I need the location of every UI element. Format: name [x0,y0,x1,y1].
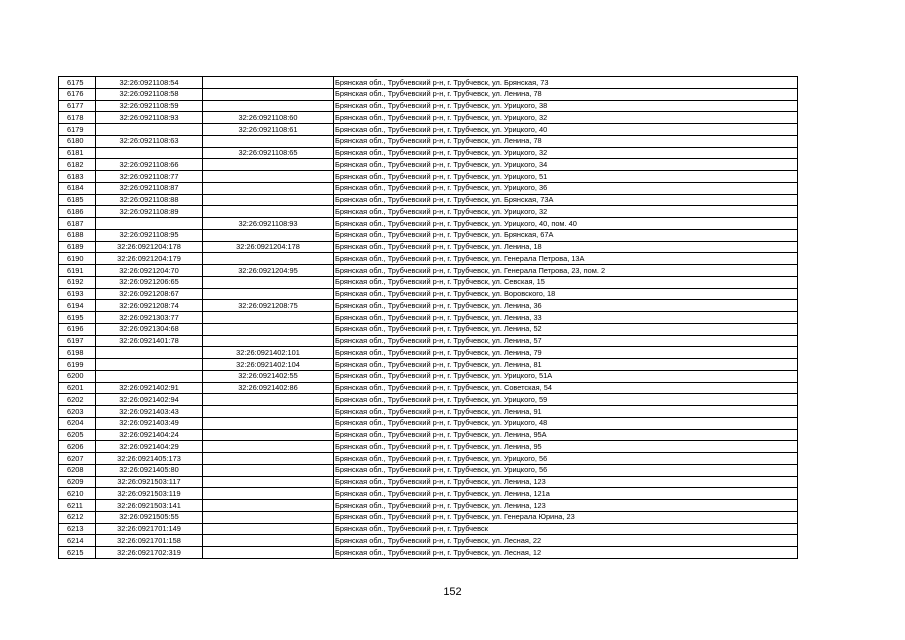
table-row [59,218,798,230]
address-cell: Брянская обл., Трубчевский р-н, г. Трубчевск, ул. Ленина, 52 [334,323,798,335]
address-cell: Брянская обл., Трубчевский р-н, г. Трубчевск, ул. Урицкого, 32 [334,112,798,124]
table-row [59,464,798,476]
cadastral-number-cell: 32:26:0921208:74 [96,300,203,312]
related-cadastral-number-cell: 32:26:0921108:61 [203,124,334,136]
table-row [59,135,798,147]
related-cadastral-number-cell [203,535,334,547]
row-number-cell: 6204 [59,417,96,429]
row-number-cell: 6195 [59,312,96,324]
row-number-cell: 6201 [59,382,96,394]
table-row [59,276,798,288]
table-row [59,147,798,159]
cadastral-number-cell: 32:26:0921503:141 [96,500,203,512]
address-cell: Брянская обл., Трубчевский р-н, г. Трубчевск, ул. Ленина, 78 [334,135,798,147]
related-cadastral-number-cell [203,182,334,194]
table-row [59,500,798,512]
address-cell: Брянская обл., Трубчевский р-н, г. Трубчевск, ул. Урицкого, 32 [334,147,798,159]
table-row [59,370,798,382]
cadastral-number-cell: 32:26:0921208:67 [96,288,203,300]
related-cadastral-number-cell [203,88,334,100]
cadastral-number-cell [96,147,203,159]
table-row [59,77,798,89]
related-cadastral-number-cell: 32:26:0921108:60 [203,112,334,124]
table-row [59,359,798,371]
related-cadastral-number-cell [203,500,334,512]
address-cell: Брянская обл., Трубчевский р-н, г. Трубчевск [334,523,798,535]
address-cell: Брянская обл., Трубчевский р-н, г. Трубчевск, ул. Ленина, 95А [334,429,798,441]
row-number-cell: 6186 [59,206,96,218]
row-number-cell: 6180 [59,135,96,147]
row-number-cell: 6210 [59,488,96,500]
cadastral-number-cell: 32:26:0921403:49 [96,417,203,429]
address-cell: Брянская обл., Трубчевский р-н, г. Трубчевск, ул. Урицкого, 40, пом. 40 [334,218,798,230]
row-number-cell: 6199 [59,359,96,371]
related-cadastral-number-cell [203,194,334,206]
table-row [59,159,798,171]
address-cell: Брянская обл., Трубчевский р-н, г. Трубчевск, ул. Урицкого, 56 [334,464,798,476]
related-cadastral-number-cell: 32:26:0921204:95 [203,265,334,277]
cadastral-number-cell: 32:26:0921206:65 [96,276,203,288]
cadastral-number-cell: 32:26:0921108:66 [96,159,203,171]
address-cell: Брянская обл., Трубчевский р-н, г. Трубчевск, ул. Ленина, 81 [334,359,798,371]
related-cadastral-number-cell [203,394,334,406]
row-number-cell: 6177 [59,100,96,112]
cadastral-number-cell: 32:26:0921108:63 [96,135,203,147]
address-cell: Брянская обл., Трубчевский р-н, г. Трубчевск, ул. Ленина, 36 [334,300,798,312]
related-cadastral-number-cell: 32:26:0921402:104 [203,359,334,371]
table-row [59,523,798,535]
related-cadastral-number-cell [203,547,334,559]
table-row [59,511,798,523]
table-row [59,194,798,206]
row-number-cell: 6212 [59,511,96,523]
row-number-cell: 6194 [59,300,96,312]
row-number-cell: 6198 [59,347,96,359]
table-row [59,241,798,253]
table-row [59,335,798,347]
related-cadastral-number-cell [203,135,334,147]
row-number-cell: 6181 [59,147,96,159]
address-cell: Брянская обл., Трубчевский р-н, г. Трубчевск, ул. Брянская, 73А [334,194,798,206]
address-cell: Брянская обл., Трубчевский р-н, г. Трубчевск, ул. Севская, 15 [334,276,798,288]
related-cadastral-number-cell [203,323,334,335]
related-cadastral-number-cell [203,453,334,465]
address-cell: Брянская обл., Трубчевский р-н, г. Трубчевск, ул. Ленина, 123 [334,476,798,488]
address-cell: Брянская обл., Трубчевский р-н, г. Трубчевск, ул. Урицкого, 51А [334,370,798,382]
cadastral-number-cell: 32:26:0921108:88 [96,194,203,206]
row-number-cell: 6203 [59,406,96,418]
cadastral-number-cell: 32:26:0921503:117 [96,476,203,488]
cadastral-number-cell: 32:26:0921108:89 [96,206,203,218]
related-cadastral-number-cell [203,276,334,288]
table-row [59,382,798,394]
row-number-cell: 6192 [59,276,96,288]
related-cadastral-number-cell: 32:26:0921402:55 [203,370,334,382]
table-row [59,112,798,124]
address-cell: Брянская обл., Трубчевский р-н, г. Трубчевск, ул. Урицкого, 59 [334,394,798,406]
related-cadastral-number-cell: 32:26:0921108:65 [203,147,334,159]
row-number-cell: 6196 [59,323,96,335]
cadastral-number-cell: 32:26:0921405:80 [96,464,203,476]
row-number-cell: 6179 [59,124,96,136]
cadastral-number-cell: 32:26:0921503:119 [96,488,203,500]
related-cadastral-number-cell [203,335,334,347]
related-cadastral-number-cell [203,441,334,453]
row-number-cell: 6185 [59,194,96,206]
row-number-cell: 6190 [59,253,96,265]
cadastral-number-cell [96,347,203,359]
table-row [59,417,798,429]
cadastral-number-cell: 32:26:0921108:54 [96,77,203,89]
table-row [59,441,798,453]
cadastral-number-cell: 32:26:0921204:178 [96,241,203,253]
table-row [59,206,798,218]
cadastral-number-cell: 32:26:0921405:173 [96,453,203,465]
cadastral-number-cell: 32:26:0921701:158 [96,535,203,547]
table-row [59,535,798,547]
row-number-cell: 6211 [59,500,96,512]
related-cadastral-number-cell [203,229,334,241]
table-row [59,406,798,418]
related-cadastral-number-cell [203,476,334,488]
table-row [59,453,798,465]
table-row [59,394,798,406]
table-row [59,265,798,277]
related-cadastral-number-cell: 32:26:0921402:101 [203,347,334,359]
row-number-cell: 6176 [59,88,96,100]
cadastral-number-cell: 32:26:0921402:91 [96,382,203,394]
row-number-cell: 6207 [59,453,96,465]
table-row [59,288,798,300]
address-cell: Брянская обл., Трубчевский р-н, г. Трубчевск, ул. Урицкого, 51 [334,171,798,183]
address-cell: Брянская обл., Трубчевский р-н, г. Трубчевск, ул. Урицкого, 40 [334,124,798,136]
cadastral-number-cell: 32:26:0921402:94 [96,394,203,406]
address-cell: Брянская обл., Трубчевский р-н, г. Трубчевск, ул. Урицкого, 32 [334,206,798,218]
related-cadastral-number-cell [203,100,334,112]
related-cadastral-number-cell [203,253,334,265]
table-row [59,312,798,324]
address-cell: Брянская обл., Трубчевский р-н, г. Трубчевск, ул. Ленина, 95 [334,441,798,453]
related-cadastral-number-cell [203,206,334,218]
row-number-cell: 6193 [59,288,96,300]
address-cell: Брянская обл., Трубчевский р-н, г. Трубчевск, ул. Генерала Петрова, 13А [334,253,798,265]
table-row [59,88,798,100]
table-row [59,300,798,312]
cadastral-number-cell [96,218,203,230]
row-number-cell: 6206 [59,441,96,453]
related-cadastral-number-cell: 32:26:0921402:86 [203,382,334,394]
row-number-cell: 6197 [59,335,96,347]
related-cadastral-number-cell [203,312,334,324]
address-cell: Брянская обл., Трубчевский р-н, г. Трубчевск, ул. Урицкого, 48 [334,417,798,429]
row-number-cell: 6183 [59,171,96,183]
row-number-cell: 6182 [59,159,96,171]
row-number-cell: 6213 [59,523,96,535]
table-row [59,488,798,500]
address-cell: Брянская обл., Трубчевский р-н, г. Трубчевск, ул. Урицкого, 36 [334,182,798,194]
address-cell: Брянская обл., Трубчевский р-н, г. Трубчевск, ул. Ленина, 33 [334,312,798,324]
row-number-cell: 6214 [59,535,96,547]
address-cell: Брянская обл., Трубчевский р-н, г. Трубчевск, ул. Советская, 54 [334,382,798,394]
cadastral-number-cell: 32:26:0921108:77 [96,171,203,183]
related-cadastral-number-cell: 32:26:0921204:178 [203,241,334,253]
cadastral-number-cell: 32:26:0921108:87 [96,182,203,194]
address-cell: Брянская обл., Трубчевский р-н, г. Трубчевск, ул. Урицкого, 34 [334,159,798,171]
cadastral-number-cell: 32:26:0921108:95 [96,229,203,241]
cadastral-number-cell: 32:26:0921404:24 [96,429,203,441]
table-row [59,171,798,183]
table-row [59,253,798,265]
table-row [59,323,798,335]
related-cadastral-number-cell [203,417,334,429]
related-cadastral-number-cell [203,159,334,171]
address-cell: Брянская обл., Трубчевский р-н, г. Трубчевск, ул. Ленина, 79 [334,347,798,359]
related-cadastral-number-cell [203,488,334,500]
address-cell: Брянская обл., Трубчевский р-н, г. Трубчевск, ул. Генерала Юрина, 23 [334,511,798,523]
registry-table [58,76,798,559]
cadastral-number-cell: 32:26:0921403:43 [96,406,203,418]
cadastral-number-cell [96,124,203,136]
related-cadastral-number-cell [203,429,334,441]
related-cadastral-number-cell [203,523,334,535]
address-cell: Брянская обл., Трубчевский р-н, г. Трубчевск, ул. Генерала Петрова, 23, пом. 2 [334,265,798,277]
row-number-cell: 6200 [59,370,96,382]
table-row [59,547,798,559]
row-number-cell: 6184 [59,182,96,194]
address-cell: Брянская обл., Трубчевский р-н, г. Трубчевск, ул. Урицкого, 56 [334,453,798,465]
related-cadastral-number-cell [203,464,334,476]
related-cadastral-number-cell [203,511,334,523]
table-row [59,229,798,241]
cadastral-number-cell: 32:26:0921505:55 [96,511,203,523]
cadastral-number-cell: 32:26:0921204:179 [96,253,203,265]
table-row [59,476,798,488]
table-row [59,347,798,359]
related-cadastral-number-cell [203,171,334,183]
row-number-cell: 6178 [59,112,96,124]
row-number-cell: 6208 [59,464,96,476]
address-cell: Брянская обл., Трубчевский р-н, г. Трубчевск, ул. Ленина, 18 [334,241,798,253]
row-number-cell: 6209 [59,476,96,488]
cadastral-number-cell: 32:26:0921404:29 [96,441,203,453]
related-cadastral-number-cell [203,288,334,300]
row-number-cell: 6205 [59,429,96,441]
cadastral-number-cell: 32:26:0921701:149 [96,523,203,535]
cadastral-number-cell: 32:26:0921401:78 [96,335,203,347]
address-cell: Брянская обл., Трубчевский р-н, г. Трубчевск, ул. Ленина, 78 [334,88,798,100]
address-cell: Брянская обл., Трубчевский р-н, г. Трубчевск, ул. Воровского, 18 [334,288,798,300]
address-cell: Брянская обл., Трубчевский р-н, г. Трубчевск, ул. Урицкого, 38 [334,100,798,112]
cadastral-number-cell: 32:26:0921108:59 [96,100,203,112]
cadastral-number-cell [96,370,203,382]
address-cell: Брянская обл., Трубчевский р-н, г. Трубчевск, ул. Ленина, 57 [334,335,798,347]
cadastral-number-cell: 32:26:0921204:70 [96,265,203,277]
cadastral-number-cell: 32:26:0921108:58 [96,88,203,100]
row-number-cell: 6202 [59,394,96,406]
table-row [59,429,798,441]
cadastral-number-cell: 32:26:0921108:93 [96,112,203,124]
cadastral-number-cell: 32:26:0921702:319 [96,547,203,559]
table-row [59,182,798,194]
cadastral-number-cell: 32:26:0921304:68 [96,323,203,335]
row-number-cell: 6187 [59,218,96,230]
related-cadastral-number-cell [203,406,334,418]
address-cell: Брянская обл., Трубчевский р-н, г. Трубчевск, ул. Ленина, 121а [334,488,798,500]
related-cadastral-number-cell: 32:26:0921108:93 [203,218,334,230]
row-number-cell: 6175 [59,77,96,89]
row-number-cell: 6215 [59,547,96,559]
row-number-cell: 6189 [59,241,96,253]
table-row [59,100,798,112]
registry-table-body [59,77,798,559]
page-number: 152 [443,586,462,598]
address-cell: Брянская обл., Трубчевский р-н, г. Трубчевск, ул. Ленина, 123 [334,500,798,512]
address-cell: Брянская обл., Трубчевский р-н, г. Трубчевск, ул. Ленина, 91 [334,406,798,418]
cadastral-number-cell [96,359,203,371]
related-cadastral-number-cell: 32:26:0921208:75 [203,300,334,312]
table-row [59,124,798,136]
address-cell: Брянская обл., Трубчевский р-н, г. Трубчевск, ул. Лесная, 12 [334,547,798,559]
address-cell: Брянская обл., Трубчевский р-н, г. Трубчевск, ул. Лесная, 22 [334,535,798,547]
address-cell: Брянская обл., Трубчевский р-н, г. Трубчевск, ул. Брянская, 67А [334,229,798,241]
related-cadastral-number-cell [203,77,334,89]
cadastral-number-cell: 32:26:0921303:77 [96,312,203,324]
row-number-cell: 6188 [59,229,96,241]
row-number-cell: 6191 [59,265,96,277]
address-cell: Брянская обл., Трубчевский р-н, г. Трубчевск, ул. Брянская, 73 [334,77,798,89]
